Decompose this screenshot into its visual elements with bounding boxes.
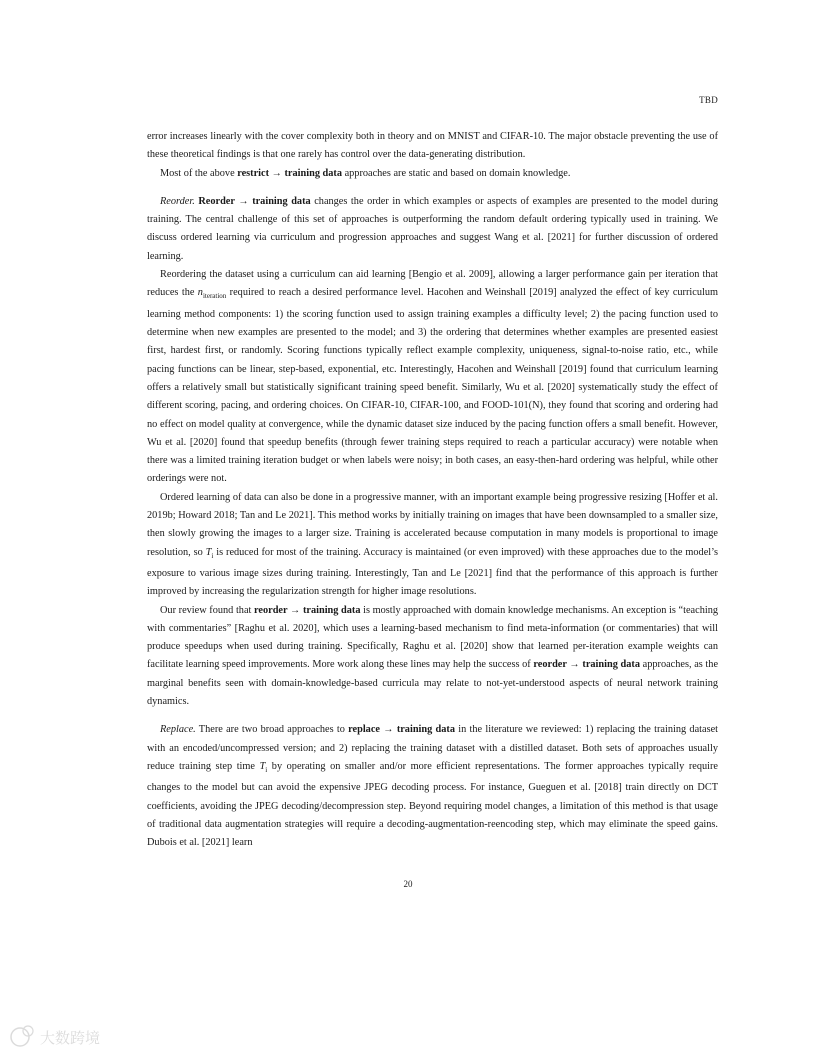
paragraph-reorder bbox=[147, 193, 718, 266]
runin-heading-reorder: Reorder. bbox=[160, 195, 195, 207]
arrow-symbol: → bbox=[271, 167, 282, 179]
p2-text-before: Most of the above bbox=[160, 167, 238, 179]
p7-text-after: by operating on smaller and/or more efficient representations. The former approaches typically require changes to the model but can avoid the expensive JPEG decoding process. For instance, Gueguen et al. [2018] train directly on DCT coefficients, avoiding the JPEG decoding/decompression step. Beyond requiring model changes, a limitation of this method is that usage of traditional data augmentation strategies will require a decoding-augmentation-reencoding step, which may eliminate the speed gains. Dubois et al. [2021] learn bbox=[147, 760, 718, 849]
term-training-data: training data bbox=[252, 195, 311, 207]
math-n-iteration bbox=[197, 287, 227, 301]
p4-text-after: required to reach a desired performance level. Hacohen and Weinshall [2019] analyzed the effect of key curriculum learning method components: 1) the scoring function used to assign training examples a difficulty level; 2) the pacing function used to determine when new examples are presented to the model; and 3) the ordering that determines whether examples are presented easiest first, hardest first, or randomly. Scoring functions typically reflect example complexity, uniqueness, signal-to-noise ratio, etc., while pacing functions can be linear, step-based, exponential, etc. Interestingly, Hacohen and Weinshall [2019] found that curriculum learning offers a relatively small but statistically significant training speed benefit. Similarly, Wu et al. [2020] systematically study the effect of different scoring, pacing, and ordering choices. On CIFAR-10, CIFAR-100, and FOOD-101(N), they found that scoring and ordering had no effect on model quality at convergence, while the dynamic dataset size induced by the pacing function offers a small benefit. However, Wu et al. [2020] found that speedup benefits (through fewer training steps required to reach a particular accuracy) were notable when there was a limited training iteration budget or when labels were noisy; in both cases, an easy-then-hard ordering was helpful, while other orderings were not. bbox=[147, 287, 719, 485]
paragraph-review bbox=[147, 602, 718, 712]
term-reorder bbox=[198, 196, 310, 207]
page-number: 20 bbox=[403, 879, 413, 889]
p5-text-after: is reduced for most of the training. Accuracy is maintained (or even improved) with these approaches due to the model’s exposure to various image sizes during training. Interestingly, Tan and Le [2021] find that the performance of this approach is further improved by increasing the regularization strength for higher image resolutions. bbox=[147, 546, 718, 598]
paragraph-1: error increases linearly with the cover complexity both in theory and on MNIST and CIFAR-10. The major obstacle preventing the use of these theoretical findings is that one rarely has control over the data-generating distribution. bbox=[147, 131, 718, 161]
arrow-symbol: → bbox=[383, 724, 394, 736]
term-replace bbox=[348, 724, 455, 735]
math-base: T bbox=[205, 546, 212, 558]
running-header: TBD bbox=[699, 95, 718, 105]
math-subscript: iteration bbox=[202, 292, 227, 301]
term-training-data: training data bbox=[302, 604, 361, 616]
watermark-text: 大数跨境 bbox=[40, 1029, 101, 1047]
term-training-data: training data bbox=[284, 167, 342, 179]
term-replace-word: replace bbox=[348, 724, 380, 736]
term-reorder-word: reorder bbox=[533, 659, 567, 671]
p6-text-middle: is mostly approached with domain knowledge mechanisms. An exception is “teaching with commentaries” [Raghu et al. 2020], which uses a learning-based mechanism to find meta-information (or commentaries) that will produce speedups when used during training. Specifically, Raghu et al. [2020] show that learned per-iteration example weights can facilitate learning speed improvements. More work along these lines may help the success of bbox=[147, 604, 719, 671]
p3-text-after: changes the order in which examples or aspects of examples are presented to the model during training. The central challenge of this set of approaches is outperforming the random default ordering typically used in training. We discuss ordered learning via curriculum and progression approaches and suggest Wang et al. [2021] for further discussion of ordered learning. bbox=[147, 195, 719, 262]
math-base: n bbox=[197, 287, 203, 299]
math-base: T bbox=[259, 760, 266, 772]
body-text bbox=[147, 128, 718, 852]
p2-text-after: approaches are static and based on domain knowledge. bbox=[342, 167, 571, 179]
p7-text-before: There are two broad approaches to bbox=[195, 724, 349, 736]
paragraph-curriculum bbox=[147, 266, 718, 489]
watermark-ring-icon bbox=[11, 1028, 29, 1046]
p6-text-after: approaches, as the marginal benefits seen with domain-knowledge-based curricula may relate to not-yet-understood aspects of neural network training dynamics. bbox=[147, 659, 719, 707]
paragraph-2 bbox=[147, 165, 718, 183]
arrow-symbol: → bbox=[290, 604, 301, 616]
runin-heading-replace: Replace. bbox=[160, 724, 196, 736]
term-restrict bbox=[237, 168, 342, 179]
term-reorder bbox=[533, 659, 640, 670]
term-training-data: training data bbox=[396, 724, 455, 736]
term-restrict-word: restrict bbox=[237, 167, 270, 179]
arrow-symbol: → bbox=[238, 195, 249, 207]
paragraph-replace bbox=[147, 721, 718, 852]
term-reorder bbox=[254, 605, 361, 616]
p5-text-before: Ordered learning of data can also be done in a progressive manner, with an important example being progressive resizing [Hoffer et al. 2019b; Howard 2018; Tan and Le 2021]. This method works by initially training on images that have been downsampled to a smaller size, then slowly growing the images to a larger size. Training is accelerated because computation in many models is proportional to image resolution, so bbox=[147, 491, 718, 558]
paragraph-progressive bbox=[147, 489, 718, 602]
arrow-symbol: → bbox=[569, 659, 580, 671]
term-reorder-word: reorder bbox=[254, 604, 288, 616]
p6-text-before: Our review found that bbox=[160, 604, 255, 616]
watermark-logo bbox=[8, 1022, 118, 1052]
term-training-data: training data bbox=[582, 659, 640, 671]
p7-text-middle: in the literature we reviewed: 1) replacing the training dataset with an encoded/uncompressed version; and 2) replacing the training dataset with a distilled dataset. Both sets of approaches usually reduce training step time bbox=[147, 724, 719, 772]
math-subscript: i bbox=[265, 765, 268, 774]
p4-text-before: Reordering the dataset using a curriculum can aid learning [Bengio et al. 2009], allowing a larger performance gain per iteration that reduces the bbox=[147, 269, 718, 299]
math-subscript: i bbox=[211, 551, 214, 560]
term-reorder-word: Reorder bbox=[198, 195, 235, 207]
